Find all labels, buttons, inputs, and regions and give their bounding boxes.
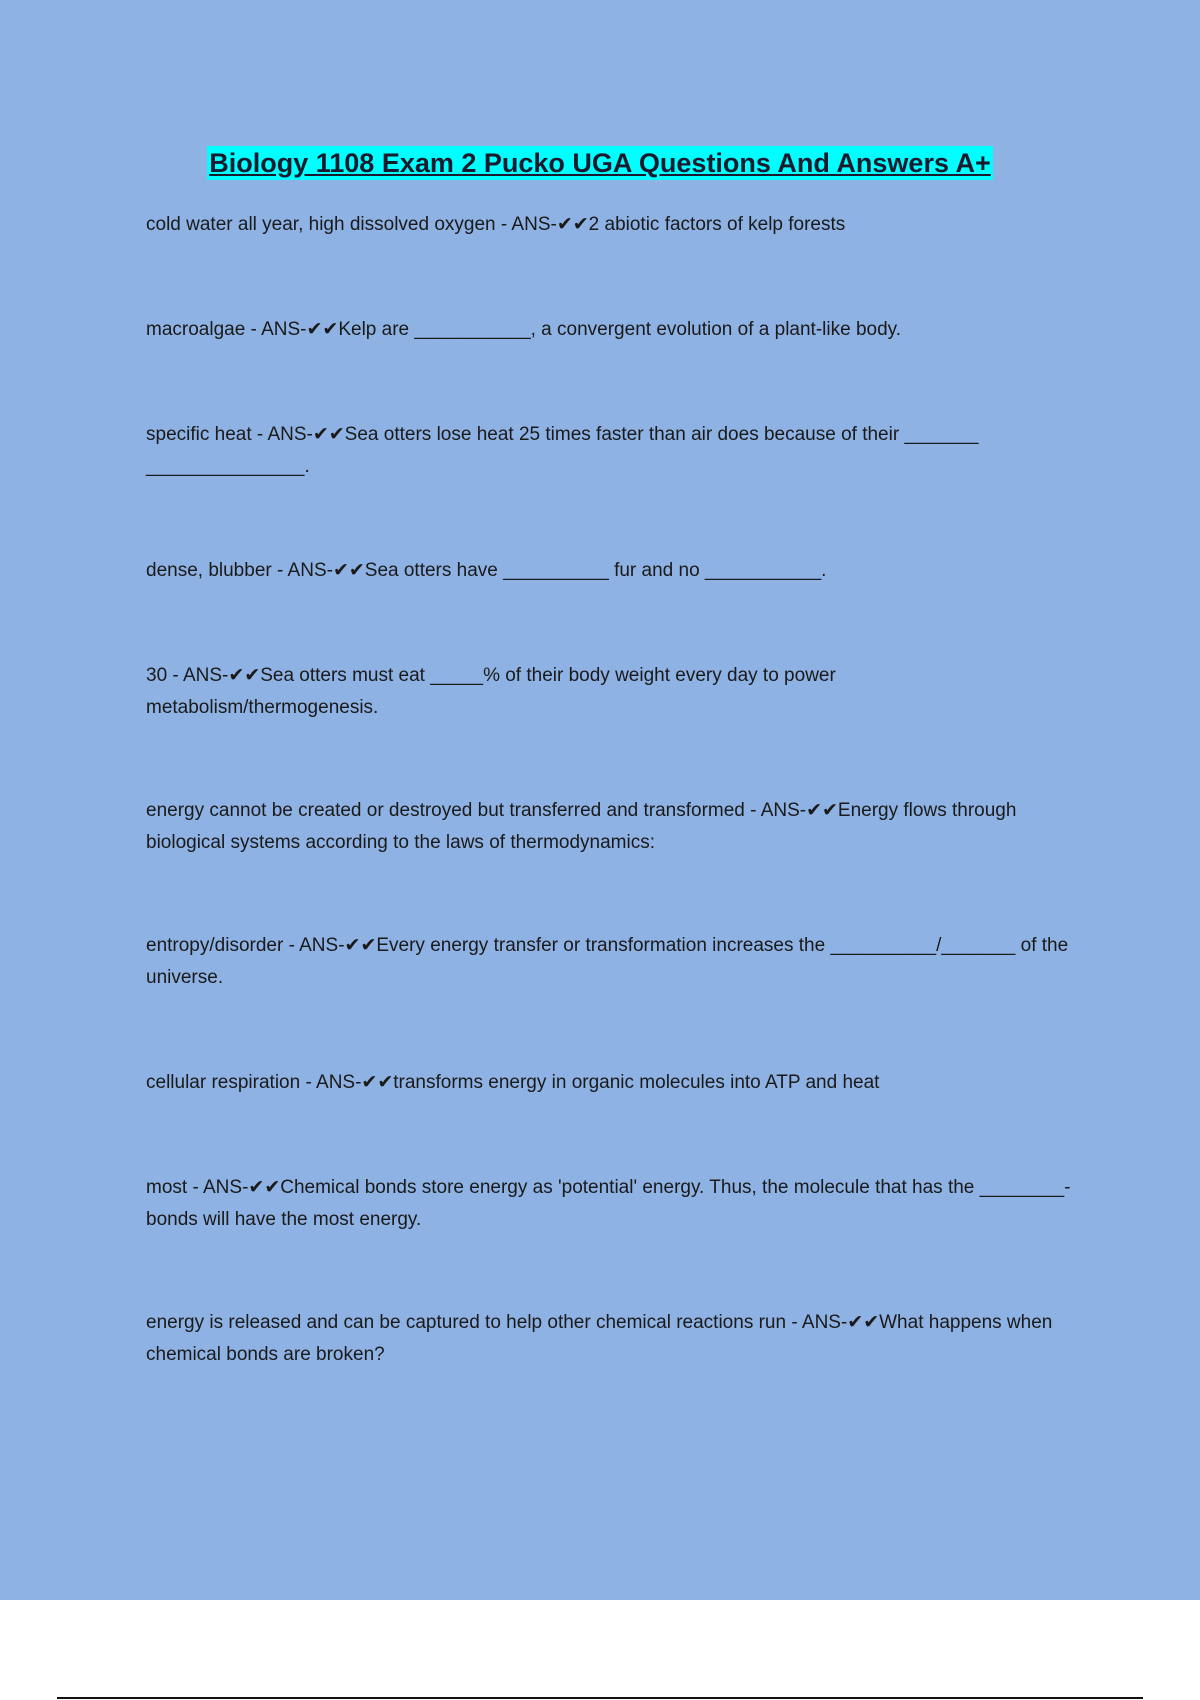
bottom-divider — [57, 1697, 1143, 1699]
qa-entry-5: 30 - ANS-✔✔Sea otters must eat _____% of their body weight every day to power metabolism/thermogenesis. — [146, 665, 836, 718]
qa-entry-7: entropy/disorder - ANS-✔✔Every energy transfer or transformation increases the __________/_______ of the universe. — [146, 935, 1069, 988]
qa-entry-2: macroalgae - ANS-✔✔Kelp are ___________, a convergent evolution of a plant-like body. — [146, 319, 902, 340]
qa-entry-3: specific heat - ANS-✔✔Sea otters lose heat 25 times faster than air does because of their _______ _______________. — [146, 424, 979, 477]
qa-entry-9: most - ANS-✔✔Chemical bonds store energy as 'potential' energy. Thus, the molecule that has the ________- bonds will have the most energy. — [146, 1177, 1071, 1230]
qa-entry-1: cold water all year, high dissolved oxygen - ANS-✔✔2 abiotic factors of kelp forests — [146, 214, 846, 235]
qa-entry-6: energy cannot be created or destroyed but transferred and transformed - ANS-✔✔Energy flows through biological systems according to the laws of thermodynamics: — [146, 800, 1017, 853]
title-wrapper — [0, 146, 1200, 180]
qa-entry-8: cellular respiration - ANS-✔✔transforms energy in organic molecules into ATP and heat — [146, 1072, 880, 1093]
qa-entry-10: energy is released and can be captured to help other chemical reactions run - ANS-✔✔What happens when chemical bonds are broken? — [146, 1312, 1053, 1365]
qa-entry-4: dense, blubber - ANS-✔✔Sea otters have __________ fur and no ___________. — [146, 560, 827, 581]
document-title: Biology 1108 Exam 2 Pucko UGA Questions And Answers A+ — [209, 148, 991, 178]
